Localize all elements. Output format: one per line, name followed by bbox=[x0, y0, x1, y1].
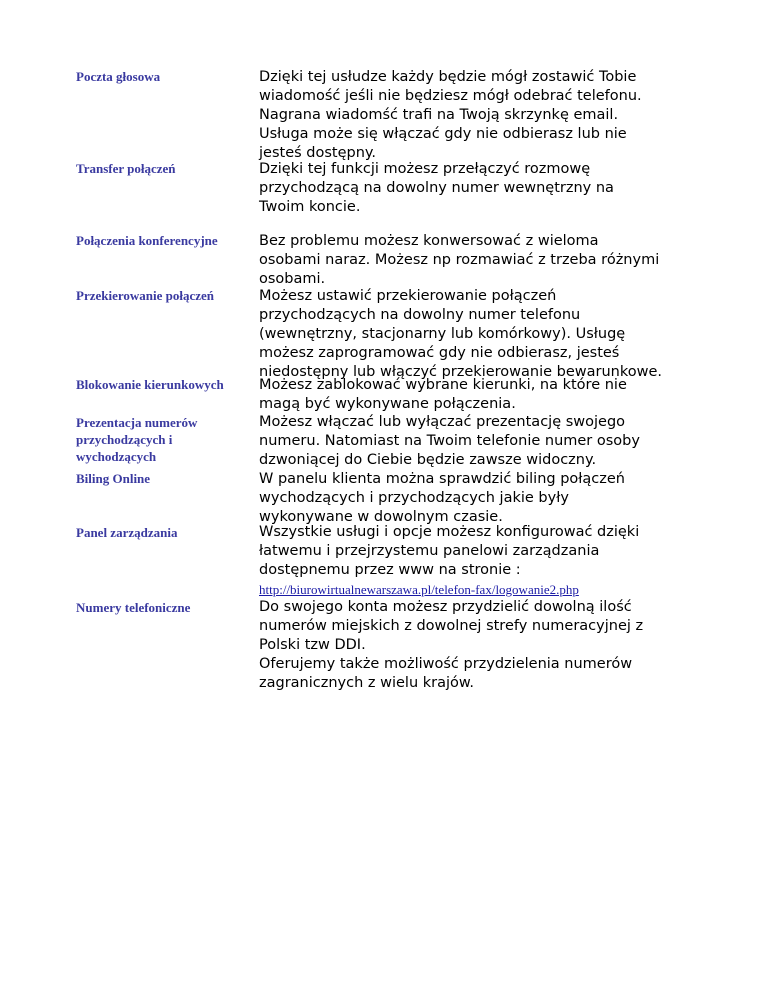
desc-line: wykonywane w dowolnym czasie. bbox=[259, 509, 503, 525]
desc-line: wiadomość jeśli nie będziesz mógł odebrać telefonu. bbox=[259, 88, 642, 104]
desc-line: osobami naraz. Możesz np rozmawiać z trzeba różnymi bbox=[259, 252, 660, 268]
desc-line: Polski tzw DDI. bbox=[259, 637, 366, 653]
desc-line: zagranicznych z wielu krajów. bbox=[259, 675, 475, 691]
desc-line: Twoim koncie. bbox=[259, 199, 361, 215]
service-desc-caller-id bbox=[259, 413, 719, 470]
label-line: wychodzących bbox=[76, 449, 157, 464]
service-desc-call-transfer bbox=[259, 160, 719, 217]
desc-line: numerów miejskich z dowolnej strefy numeracyjnej z bbox=[259, 618, 644, 634]
desc-line: Oferujemy także możliwość przydzielenia numerów bbox=[259, 656, 633, 672]
desc-line: dzwoniącej do Ciebie będzie zawsze widoczny. bbox=[259, 452, 597, 468]
service-desc-direction-blocking bbox=[259, 376, 719, 414]
desc-line: dostępnemu przez www na stronie : bbox=[259, 562, 521, 578]
desc-line: osobami. bbox=[259, 271, 326, 287]
service-label-call-forwarding: Przekierowanie połączeń bbox=[76, 288, 215, 303]
label-line: przychodzących i bbox=[76, 432, 173, 447]
service-label-call-transfer: Transfer połączeń bbox=[76, 161, 176, 176]
service-label-billing: Biling Online bbox=[76, 471, 151, 486]
desc-line: przychodzącą na dowolny numer wewnętrzny na bbox=[259, 180, 614, 196]
desc-line: łatwemu i przejrzystemu panelowi zarządzania bbox=[259, 543, 600, 559]
desc-line: Możesz zablokować wybrane kierunki, na które nie bbox=[259, 377, 627, 393]
desc-line: Dzięki tej funkcji możesz przełączyć rozmowę bbox=[259, 161, 591, 177]
service-label-caller-id bbox=[76, 414, 256, 465]
desc-line: przychodzących na dowolny numer telefonu bbox=[259, 307, 581, 323]
service-desc-management-panel bbox=[259, 523, 719, 598]
service-label-direction-blocking: Blokowanie kierunkowych bbox=[76, 377, 224, 392]
desc-line: Do swojego konta możesz przydzielić dowolną ilość bbox=[259, 599, 632, 615]
service-label-phone-numbers: Numery telefoniczne bbox=[76, 600, 191, 615]
desc-line: możesz zaprogramować gdy nie odbierasz, jesteś bbox=[259, 345, 620, 361]
desc-line: W panelu klienta można sprawdzić biling połączeń bbox=[259, 471, 625, 487]
desc-line: Bez problemu możesz konwersować z wieloma bbox=[259, 233, 599, 249]
service-desc-conference bbox=[259, 232, 719, 289]
service-desc-voicemail bbox=[259, 68, 719, 163]
desc-line: numeru. Natomiast na Twoim telefonie numer osoby bbox=[259, 433, 640, 449]
service-label-voicemail: Poczta głosowa bbox=[76, 69, 161, 84]
service-desc-phone-numbers bbox=[259, 598, 719, 693]
desc-line: Nagrana wiadomść trafi na Twoją skrzynkę email. bbox=[259, 107, 619, 123]
desc-line: jesteś dostępny. bbox=[259, 145, 377, 161]
label-line: Prezentacja numerów bbox=[76, 415, 198, 430]
desc-line: wychodzących i przychodzących jakie były bbox=[259, 490, 569, 506]
desc-line: niedostępny lub włączyć przekierowanie bewarunkowe. bbox=[259, 364, 663, 380]
service-label-management-panel: Panel zarządzania bbox=[76, 525, 178, 540]
service-label-conference: Połączenia konferencyjne bbox=[76, 233, 218, 248]
desc-line: Dzięki tej usłudze każdy będzie mógł zostawić Tobie bbox=[259, 69, 637, 85]
service-desc-call-forwarding bbox=[259, 287, 719, 382]
desc-line: Wszystkie usługi i opcje możesz konfigurować dzięki bbox=[259, 524, 640, 540]
desc-line: Możesz ustawić przekierowanie połączeń bbox=[259, 288, 557, 304]
desc-line: magą być wykonywane połączenia. bbox=[259, 396, 516, 412]
desc-line: (wewnętrzny, stacjonarny lub komórkowy). Usługę bbox=[259, 326, 626, 342]
desc-line: Usługa może się włączać gdy nie odbierasz lub nie bbox=[259, 126, 627, 142]
login-panel-link[interactable]: http://biurowirtualnewarszawa.pl/telefon-fax/logowanie2.php bbox=[259, 582, 579, 597]
service-desc-billing bbox=[259, 470, 719, 527]
desc-line: Możesz włączać lub wyłączać prezentację swojego bbox=[259, 414, 626, 430]
